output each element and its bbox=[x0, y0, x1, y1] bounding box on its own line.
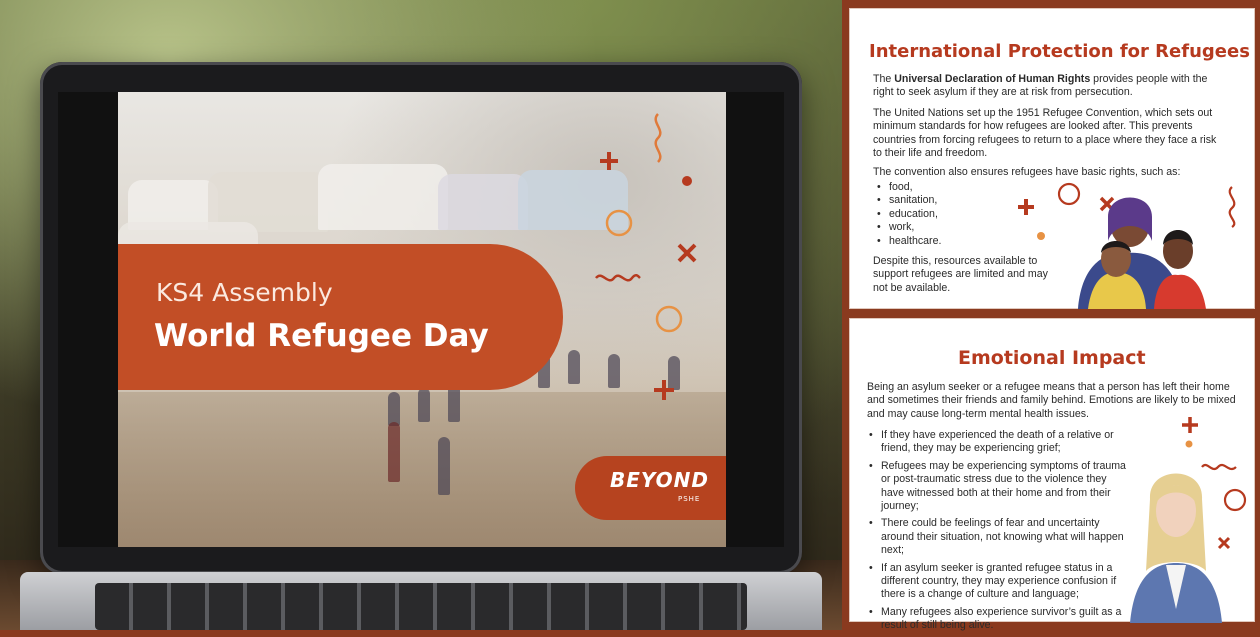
slide-title: International Protection for Refugees bbox=[869, 41, 1250, 62]
list-item: • There could be feelings of fear and uncertainty around their situation, not knowing what will happen next; bbox=[867, 517, 1129, 557]
paragraph-intro: Being an asylum seeker or a refugee means that a person has left their home and sometimes their friends and family behind. Emotions are likely to be mixed and may cause long-term mental health issues. bbox=[867, 381, 1236, 420]
camp-tent bbox=[318, 164, 448, 230]
paragraph-convention: The United Nations set up the 1951 Refugee Convention, which sets out minimum standards for how refugees are looked after. This prevents countries from forcing refugees to return to a place where they face a risk to their life and freedom. bbox=[873, 107, 1217, 159]
refugee-family-illustration bbox=[1068, 181, 1218, 309]
title-slide bbox=[118, 92, 726, 547]
list-item: • education, bbox=[875, 208, 941, 221]
squiggle-icon bbox=[648, 112, 668, 164]
list-item: • work, bbox=[875, 221, 941, 234]
slide-subtitle: KS4 Assembly bbox=[156, 278, 333, 307]
circle-icon bbox=[654, 304, 684, 334]
list-item: • If they have experienced the death of a relative or friend, they may be experiencing grief; bbox=[867, 429, 1129, 456]
walking-child bbox=[388, 392, 400, 426]
walking-child bbox=[418, 388, 430, 422]
walking-child bbox=[438, 437, 450, 495]
girl-illustration bbox=[1126, 459, 1226, 623]
list-item: • food, bbox=[875, 181, 941, 194]
slide-international-protection bbox=[849, 8, 1255, 309]
squiggle-icon bbox=[594, 270, 642, 284]
camp-tent bbox=[438, 174, 528, 230]
text-fragment: provides people with the right to seek asylum if they are at risk from persecution. bbox=[873, 73, 1208, 99]
list-item: • If an asylum seeker is granted refugee status in a different country, they may experience confusion if there is a change of culture and language; bbox=[867, 562, 1129, 602]
text-fragment: The bbox=[873, 73, 895, 85]
list-item: • sanitation, bbox=[875, 194, 941, 207]
rights-list bbox=[875, 181, 941, 248]
dot-icon bbox=[1184, 439, 1194, 449]
list-item: • Many refugees also experience survivor’s guilt as a result of still being alive. bbox=[867, 606, 1129, 633]
walking-person bbox=[388, 422, 400, 482]
paragraph-udhr bbox=[873, 73, 1228, 100]
circle-icon bbox=[604, 208, 634, 238]
paragraph-resources: Despite this, resources available to support refugees are limited and may not be available. bbox=[873, 255, 1048, 294]
udhr-bold: Universal Declaration of Human Rights bbox=[894, 73, 1091, 85]
squiggle-icon bbox=[1222, 185, 1242, 229]
slide-emotional-impact bbox=[849, 318, 1255, 632]
walking-child bbox=[608, 354, 620, 388]
slide-title: Emotional Impact bbox=[958, 347, 1146, 369]
list-item: • Refugees may be experiencing symptoms of trauma or post-traumatic stress due to the violence they have witnessed both at their home and from their journey; bbox=[867, 460, 1129, 514]
plus-icon bbox=[652, 378, 676, 402]
walking-child bbox=[568, 350, 580, 384]
laptop-keyboard bbox=[95, 583, 747, 630]
pshe-tag: PSHE bbox=[678, 495, 701, 503]
plus-icon bbox=[1180, 415, 1200, 435]
plus-icon bbox=[1016, 197, 1036, 217]
beyond-logo: BEYOND bbox=[610, 468, 710, 492]
title-band bbox=[118, 244, 563, 390]
emotions-list bbox=[867, 429, 1129, 637]
paragraph-rights-intro: The convention also ensures refugees have basic rights, such as: bbox=[873, 166, 1181, 178]
cross-icon bbox=[676, 242, 698, 264]
dot-icon bbox=[1036, 231, 1046, 241]
slide-title: World Refugee Day bbox=[154, 318, 489, 354]
list-item: • healthcare. bbox=[875, 235, 941, 248]
plus-icon bbox=[598, 150, 620, 172]
dot-icon bbox=[680, 174, 694, 188]
